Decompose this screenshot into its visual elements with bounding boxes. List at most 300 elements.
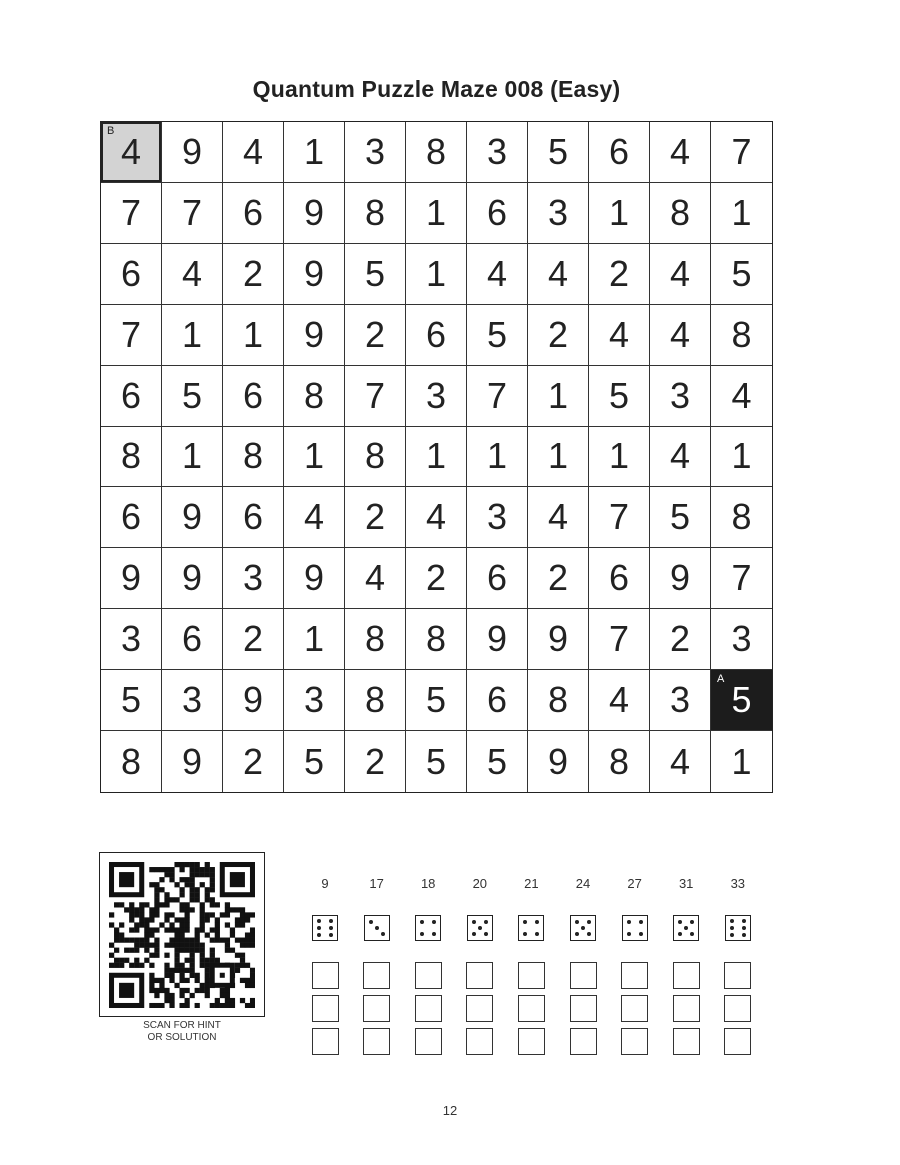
qr-module [190, 973, 195, 978]
grid-cell[interactable] [650, 122, 711, 183]
qr-module [210, 877, 215, 882]
qr-module [230, 998, 235, 1003]
qr-module [250, 943, 255, 948]
answer-box[interactable] [466, 995, 493, 1022]
qr-module [205, 862, 210, 867]
qr-module [169, 978, 174, 983]
qr-module [230, 927, 235, 932]
die-pip [690, 920, 694, 924]
answer-box[interactable] [570, 1028, 597, 1055]
grid-cell[interactable] [162, 366, 223, 427]
answer-box[interactable] [518, 995, 545, 1022]
grid-cell[interactable] [345, 366, 406, 427]
qr-module [205, 988, 210, 993]
answer-box[interactable] [312, 995, 339, 1022]
grid-cell[interactable] [101, 244, 162, 305]
qr-module [164, 968, 169, 973]
answer-box[interactable] [363, 1028, 390, 1055]
qr-module [139, 902, 144, 907]
grid-cell[interactable] [101, 427, 162, 488]
die-face-icon [725, 915, 751, 941]
cell-value: 5 [669, 496, 691, 538]
qr-module [190, 882, 195, 887]
cell-value: 2 [547, 313, 569, 355]
qr-module [225, 943, 230, 948]
answer-box[interactable] [724, 1028, 751, 1055]
qr-module [174, 882, 179, 887]
grid-cell[interactable] [162, 122, 223, 183]
qr-module [159, 988, 164, 993]
grid-cell[interactable] [528, 427, 589, 488]
qr-module [190, 993, 195, 998]
qr-module [250, 983, 255, 988]
grid-cell[interactable] [711, 487, 772, 548]
die-pip [575, 932, 579, 936]
qr-module [200, 927, 205, 932]
die-face-icon [673, 915, 699, 941]
qr-module [245, 917, 250, 922]
grid-cell[interactable] [467, 609, 528, 670]
answer-box[interactable] [724, 995, 751, 1022]
die-pip [587, 932, 591, 936]
answer-box[interactable] [621, 995, 648, 1022]
grid-cell[interactable] [650, 670, 711, 731]
qr-module [240, 917, 245, 922]
grid-cell[interactable] [406, 427, 467, 488]
die-pip [317, 933, 321, 937]
grid-cell[interactable] [284, 427, 345, 488]
grid-cell[interactable] [589, 122, 650, 183]
grid-cell[interactable] [589, 487, 650, 548]
start-cell[interactable] [101, 122, 162, 183]
qr-module [200, 948, 205, 953]
grid-cell[interactable] [406, 244, 467, 305]
qr-module [159, 887, 164, 892]
qr-module [154, 867, 159, 872]
grid-cell[interactable] [528, 670, 589, 731]
qr-module [215, 917, 220, 922]
cell-value: 1 [425, 191, 447, 233]
grid-cell[interactable] [528, 609, 589, 670]
cell-value: 9 [303, 313, 325, 355]
cell-value: 1 [608, 435, 630, 477]
qr-module [215, 902, 220, 907]
die-pip [627, 932, 631, 936]
qr-module [149, 983, 154, 988]
grid-cell[interactable] [345, 244, 406, 305]
grid-cell[interactable] [406, 609, 467, 670]
answer-box[interactable] [621, 962, 648, 989]
grid-cell[interactable] [528, 305, 589, 366]
qr-module [139, 912, 144, 917]
grid-cell[interactable] [589, 548, 650, 609]
qr-module [119, 958, 124, 963]
grid-cell[interactable] [406, 366, 467, 427]
die-pip [317, 926, 321, 930]
cell-value: 8 [425, 618, 447, 660]
qr-module [235, 922, 240, 927]
grid-cell[interactable] [589, 183, 650, 244]
qr-code[interactable] [99, 852, 265, 1017]
grid-cell[interactable] [162, 427, 223, 488]
cell-value: 5 [120, 679, 142, 721]
grid-cell[interactable] [284, 183, 345, 244]
cell-value: 8 [364, 679, 386, 721]
qr-module [215, 922, 220, 927]
grid-cell[interactable] [345, 731, 406, 792]
grid-cell[interactable] [589, 305, 650, 366]
grid-cell[interactable] [284, 487, 345, 548]
grid-cell[interactable] [162, 487, 223, 548]
grid-cell[interactable] [528, 244, 589, 305]
grid-cell[interactable] [711, 548, 772, 609]
answer-box[interactable] [724, 962, 751, 989]
grid-cell[interactable] [528, 731, 589, 792]
cell-value: 9 [547, 618, 569, 660]
qr-module [164, 892, 169, 897]
grid-cell[interactable] [162, 731, 223, 792]
grid-cell[interactable] [406, 731, 467, 792]
qr-module [210, 872, 215, 877]
cell-value: 9 [303, 557, 325, 599]
grid-cell[interactable] [528, 366, 589, 427]
grid-cell[interactable] [650, 548, 711, 609]
qr-module [235, 907, 240, 912]
grid-cell[interactable] [589, 244, 650, 305]
grid-cell[interactable] [711, 305, 772, 366]
dice-column [713, 870, 763, 1055]
grid-cell[interactable] [101, 609, 162, 670]
qr-module [215, 998, 220, 1003]
qr-module [185, 927, 190, 932]
qr-module [185, 998, 190, 1003]
grid-cell[interactable] [223, 609, 284, 670]
grid-cell[interactable] [101, 487, 162, 548]
grid-cell[interactable] [650, 427, 711, 488]
grid-cell[interactable] [223, 427, 284, 488]
answer-box[interactable] [466, 962, 493, 989]
qr-module [205, 932, 210, 937]
answer-box[interactable] [570, 962, 597, 989]
qr-module [169, 922, 174, 927]
cell-value: 5 [303, 740, 325, 782]
qr-module [185, 1003, 190, 1008]
qr-module [190, 963, 195, 968]
qr-module [109, 912, 114, 917]
grid-cell[interactable] [711, 427, 772, 488]
qr-module [200, 907, 205, 912]
grid-cell[interactable] [101, 305, 162, 366]
qr-module [240, 922, 245, 927]
grid-cell[interactable] [589, 609, 650, 670]
cell-value: 2 [242, 618, 264, 660]
cell-value: 1 [181, 435, 203, 477]
qr-module [245, 932, 250, 937]
qr-module [109, 953, 114, 958]
cell-value: 3 [669, 679, 691, 721]
qr-module [245, 912, 250, 917]
qr-module [149, 907, 154, 912]
qr-module [245, 1003, 250, 1008]
qr-module [149, 943, 154, 948]
answer-box[interactable] [312, 962, 339, 989]
qr-module [154, 887, 159, 892]
qr-module [179, 968, 184, 973]
answer-box[interactable] [415, 962, 442, 989]
grid-cell[interactable] [284, 548, 345, 609]
grid-cell[interactable] [162, 305, 223, 366]
qr-module [134, 963, 139, 968]
answer-box[interactable] [518, 962, 545, 989]
cell-value: 4 [547, 252, 569, 294]
grid-cell[interactable] [406, 122, 467, 183]
grid-cell[interactable] [101, 366, 162, 427]
grid-cell[interactable] [345, 548, 406, 609]
qr-module [149, 973, 154, 978]
grid-cell[interactable] [101, 183, 162, 244]
grid-cell[interactable] [406, 305, 467, 366]
grid-cell[interactable] [467, 305, 528, 366]
grid-cell[interactable] [650, 244, 711, 305]
grid-cell[interactable] [650, 609, 711, 670]
grid-cell[interactable] [711, 366, 772, 427]
answer-box[interactable] [518, 1028, 545, 1055]
grid-cell[interactable] [467, 731, 528, 792]
cell-value: 8 [425, 130, 447, 172]
qr-module [195, 948, 200, 953]
grid-cell[interactable] [650, 487, 711, 548]
cell-value: 2 [547, 557, 569, 599]
end-cell[interactable] [711, 670, 772, 731]
cell-value: 7 [120, 313, 142, 355]
qr-module [205, 867, 210, 872]
answer-box[interactable] [570, 995, 597, 1022]
grid-cell[interactable] [101, 731, 162, 792]
grid-cell[interactable] [650, 305, 711, 366]
grid-cell[interactable] [528, 183, 589, 244]
target-number: 21 [524, 876, 539, 891]
cell-value: 4 [181, 252, 203, 294]
dice-column [352, 870, 402, 1055]
qr-module [164, 867, 169, 872]
qr-module [190, 897, 195, 902]
grid-cell[interactable] [284, 609, 345, 670]
answer-box[interactable] [312, 1028, 339, 1055]
qr-module [195, 988, 200, 993]
grid-cell[interactable] [406, 487, 467, 548]
answer-box[interactable] [363, 995, 390, 1022]
qr-module [200, 917, 205, 922]
grid-cell[interactable] [223, 305, 284, 366]
grid-cell[interactable] [467, 670, 528, 731]
grid-cell[interactable] [223, 244, 284, 305]
dice-column [661, 870, 711, 1055]
grid-cell[interactable] [711, 609, 772, 670]
answer-box[interactable] [363, 962, 390, 989]
grid-cell[interactable] [467, 548, 528, 609]
grid-cell[interactable] [650, 366, 711, 427]
qr-module [185, 978, 190, 983]
qr-module [119, 932, 124, 937]
qr-module [124, 948, 129, 953]
grid-cell[interactable] [223, 183, 284, 244]
grid-cell[interactable] [406, 183, 467, 244]
qr-module [185, 907, 190, 912]
grid-cell[interactable] [284, 305, 345, 366]
qr-module [174, 897, 179, 902]
qr-module [179, 922, 184, 927]
die-pip [484, 920, 488, 924]
grid-cell[interactable] [589, 427, 650, 488]
qr-module [185, 902, 190, 907]
qr-module [195, 887, 200, 892]
grid-cell[interactable] [467, 487, 528, 548]
cell-value: 2 [242, 252, 264, 294]
cell-value: 2 [669, 618, 691, 660]
qr-module [169, 998, 174, 1003]
grid-cell[interactable] [528, 548, 589, 609]
answer-box[interactable] [466, 1028, 493, 1055]
grid-cell[interactable] [528, 122, 589, 183]
qr-module [109, 963, 114, 968]
cell-value: 4 [120, 130, 142, 172]
qr-module [250, 938, 255, 943]
grid-cell[interactable] [589, 366, 650, 427]
cell-value: 3 [425, 374, 447, 416]
grid-cell[interactable] [284, 122, 345, 183]
answer-box[interactable] [673, 962, 700, 989]
die-pip [684, 926, 688, 930]
qr-module [200, 943, 205, 948]
qr-module [195, 862, 200, 867]
qr-module [174, 953, 179, 958]
grid-cell[interactable] [467, 427, 528, 488]
cell-value: 4 [242, 130, 264, 172]
cell-value: 8 [547, 679, 569, 721]
grid-cell[interactable] [345, 305, 406, 366]
grid-cell[interactable] [101, 548, 162, 609]
qr-module [169, 872, 174, 877]
cell-value: 8 [120, 740, 142, 782]
qr-module [210, 958, 215, 963]
grid-cell[interactable] [467, 366, 528, 427]
qr-module [164, 872, 169, 877]
grid-cell[interactable] [467, 244, 528, 305]
qr-module [134, 948, 139, 953]
grid-cell[interactable] [162, 244, 223, 305]
qr-module [154, 938, 159, 943]
grid-cell[interactable] [223, 670, 284, 731]
grid-cell[interactable] [589, 670, 650, 731]
qr-module [200, 983, 205, 988]
grid-cell[interactable] [345, 670, 406, 731]
grid-cell[interactable] [223, 366, 284, 427]
cell-value: 7 [181, 191, 203, 233]
qr-module [225, 938, 230, 943]
qr-module [220, 912, 225, 917]
cell-value: 9 [181, 740, 203, 782]
grid-cell[interactable] [284, 670, 345, 731]
qr-module [225, 1003, 230, 1008]
qr-module [124, 907, 129, 912]
grid-cell[interactable] [223, 731, 284, 792]
grid-cell[interactable] [528, 487, 589, 548]
qr-module [215, 938, 220, 943]
grid-cell[interactable] [284, 731, 345, 792]
grid-cell[interactable] [345, 609, 406, 670]
grid-cell[interactable] [406, 670, 467, 731]
qr-module [205, 993, 210, 998]
qr-module [205, 912, 210, 917]
grid-cell[interactable] [162, 183, 223, 244]
qr-module [179, 927, 184, 932]
grid-cell[interactable] [589, 731, 650, 792]
cell-value: 3 [669, 374, 691, 416]
cell-value: 5 [486, 313, 508, 355]
grid-cell[interactable] [162, 670, 223, 731]
qr-module [154, 912, 159, 917]
grid-cell[interactable] [711, 731, 772, 792]
qr-module [174, 968, 179, 973]
grid-cell[interactable] [345, 122, 406, 183]
grid-cell[interactable] [223, 122, 284, 183]
grid-cell[interactable] [223, 487, 284, 548]
grid-cell[interactable] [345, 487, 406, 548]
qr-module [129, 907, 134, 912]
qr-module [185, 912, 190, 917]
qr-module [240, 907, 245, 912]
cell-value: 9 [303, 191, 325, 233]
qr-module [144, 917, 149, 922]
die-pip [581, 926, 585, 930]
grid-cell[interactable] [162, 609, 223, 670]
cell-value: 1 [425, 252, 447, 294]
grid-cell[interactable] [650, 183, 711, 244]
grid-cell[interactable] [467, 122, 528, 183]
grid-cell[interactable] [711, 183, 772, 244]
grid-cell[interactable] [406, 548, 467, 609]
answer-box[interactable] [673, 995, 700, 1022]
answer-box[interactable] [673, 1028, 700, 1055]
grid-cell[interactable] [284, 244, 345, 305]
grid-cell[interactable] [284, 366, 345, 427]
answer-box[interactable] [415, 995, 442, 1022]
grid-cell[interactable] [711, 244, 772, 305]
qr-module [149, 917, 154, 922]
grid-cell[interactable] [345, 427, 406, 488]
grid-cell[interactable] [711, 122, 772, 183]
die-pip [329, 926, 333, 930]
qr-module [144, 932, 149, 937]
qr-module [250, 978, 255, 983]
qr-module [154, 993, 159, 998]
grid-cell[interactable] [345, 183, 406, 244]
qr-module [210, 867, 215, 872]
qr-module [190, 907, 195, 912]
answer-box[interactable] [621, 1028, 648, 1055]
cell-value: 6 [242, 374, 264, 416]
grid-cell[interactable] [650, 731, 711, 792]
qr-module [134, 938, 139, 943]
qr-module [200, 963, 205, 968]
grid-cell[interactable] [101, 670, 162, 731]
grid-cell[interactable] [162, 548, 223, 609]
grid-cell[interactable] [223, 548, 284, 609]
qr-module [220, 973, 225, 978]
answer-box[interactable] [415, 1028, 442, 1055]
grid-cell[interactable] [467, 183, 528, 244]
cell-value: 6 [486, 679, 508, 721]
